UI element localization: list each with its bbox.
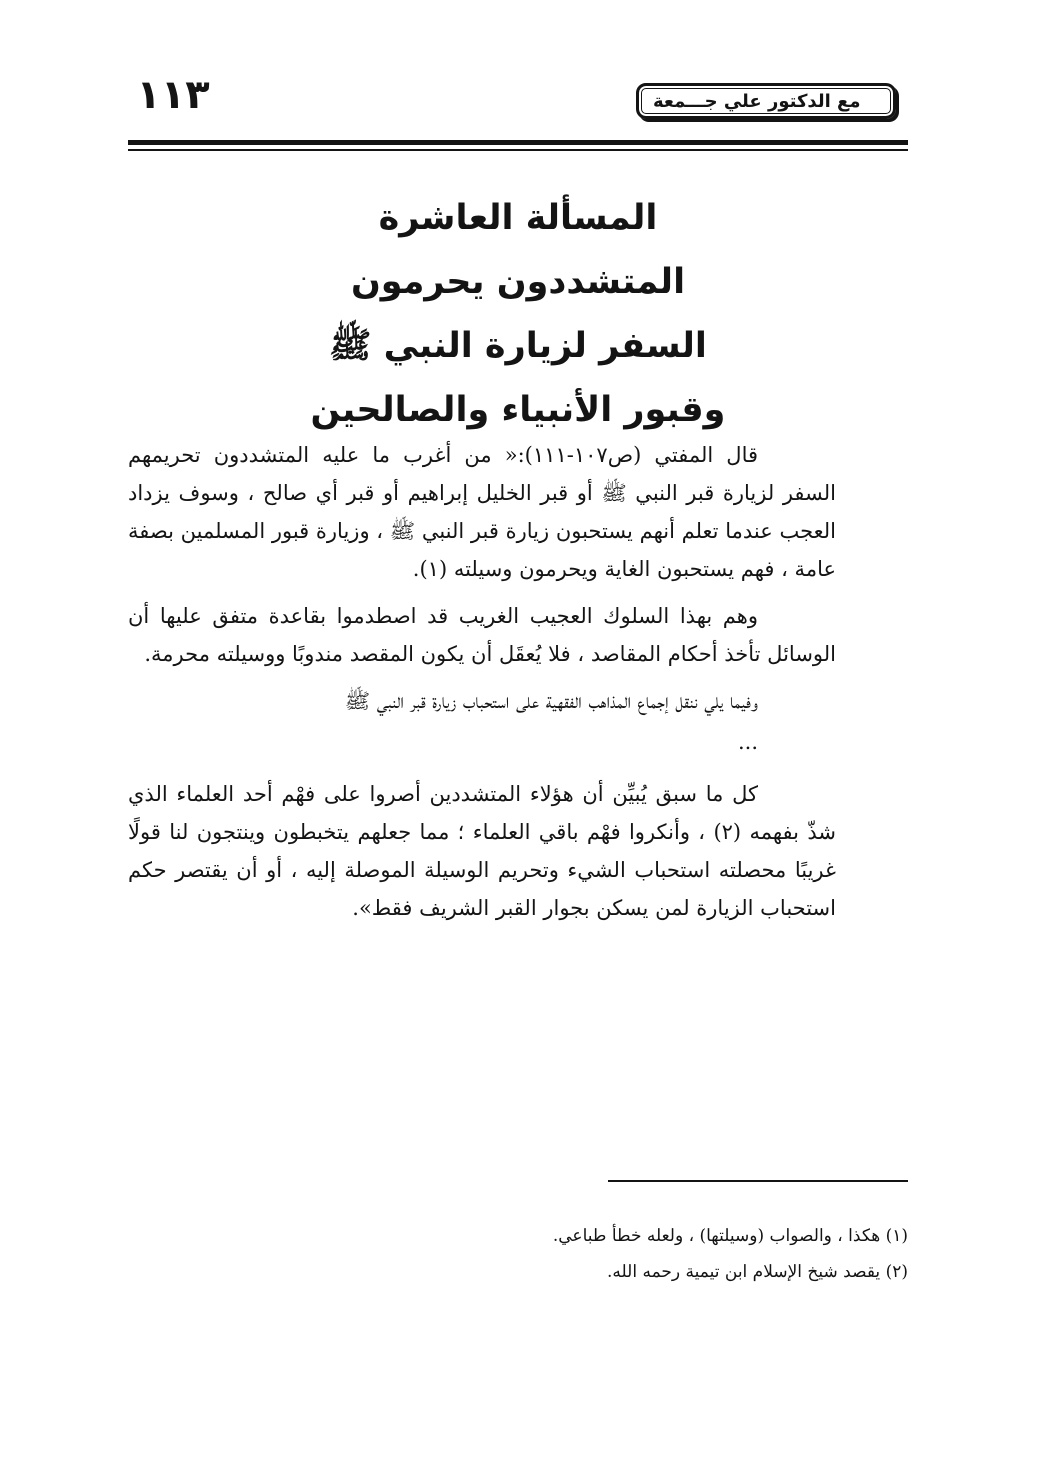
- footnotes: [128, 1218, 908, 1290]
- page-number: ١١٣: [136, 72, 210, 118]
- paragraph: وهم بهذا السلوك العجيب الغريب قد اصطدموا بقاعدة متفق عليها أن الوسائل تأخذ أحكام المقاصد ، فلا يُعقَل أن يكون المقصد مندوبًا ووسيلته محرمة.: [128, 604, 836, 666]
- running-header: [636, 83, 896, 119]
- paragraph: وفيما يلي ننقل إجماع المذاهب الفقهية على استحباب زيارة قبر النبي ﷺ: [344, 689, 758, 713]
- ellipsis: ...: [737, 730, 758, 754]
- body-text: [128, 436, 836, 927]
- chapter-title: [128, 186, 908, 442]
- running-header-text: مع الدكتور علي جـــمعة: [653, 90, 861, 112]
- footnote: (٢) يقصد شيخ الإسلام ابن تيمية رحمه الله.: [607, 1262, 908, 1282]
- title-line: السفر لزيارة النبي ﷺ: [329, 326, 707, 366]
- paragraph: قال المفتي (ص١٠٧-١١١):« من أغرب ما عليه المتشددون تحريمهم السفر لزيارة قبر النبي ﷺ أو قبر الخليل إبراهيم أو قبر أي صالح ، وسوف يزداد العجب عندما تعلم أنهم يستحبون زيارة قبر النبي ﷺ ، وزيارة قبور المسلمين بصفة عامة ، فهم يستحبون الغاية ويحرمون وسيلته (١).: [128, 443, 836, 581]
- paragraph: كل ما سبق يُبيِّن أن هؤلاء المتشددين أصروا على فهْم أحد العلماء الذي شذّ بفهمه (٢) ، وأنكروا فهْم باقي العلماء ؛ مما جعلهم يتخبطون وينتجون لنا قولًا غريبًا محصلته استحباب الشيء وتحريم الوسيلة الموصلة إليه ، أو أن يقتصر حكم استحباب الزيارة لمن يسكن بجوار القبر الشريف فقط».: [128, 782, 836, 920]
- title-line: المسألة العاشرة: [378, 198, 658, 238]
- title-line: المتشددون يحرمون: [350, 262, 686, 302]
- footnote: (١) هكذا ، والصواب (وسيلتها) ، ولعله خطأ طباعي.: [552, 1226, 908, 1246]
- footnote-separator: [608, 1180, 908, 1182]
- header-rule-thick: [128, 140, 908, 145]
- header-rule-thin: [128, 149, 908, 151]
- title-line: وقبور الأنبياء والصالحين: [310, 390, 726, 430]
